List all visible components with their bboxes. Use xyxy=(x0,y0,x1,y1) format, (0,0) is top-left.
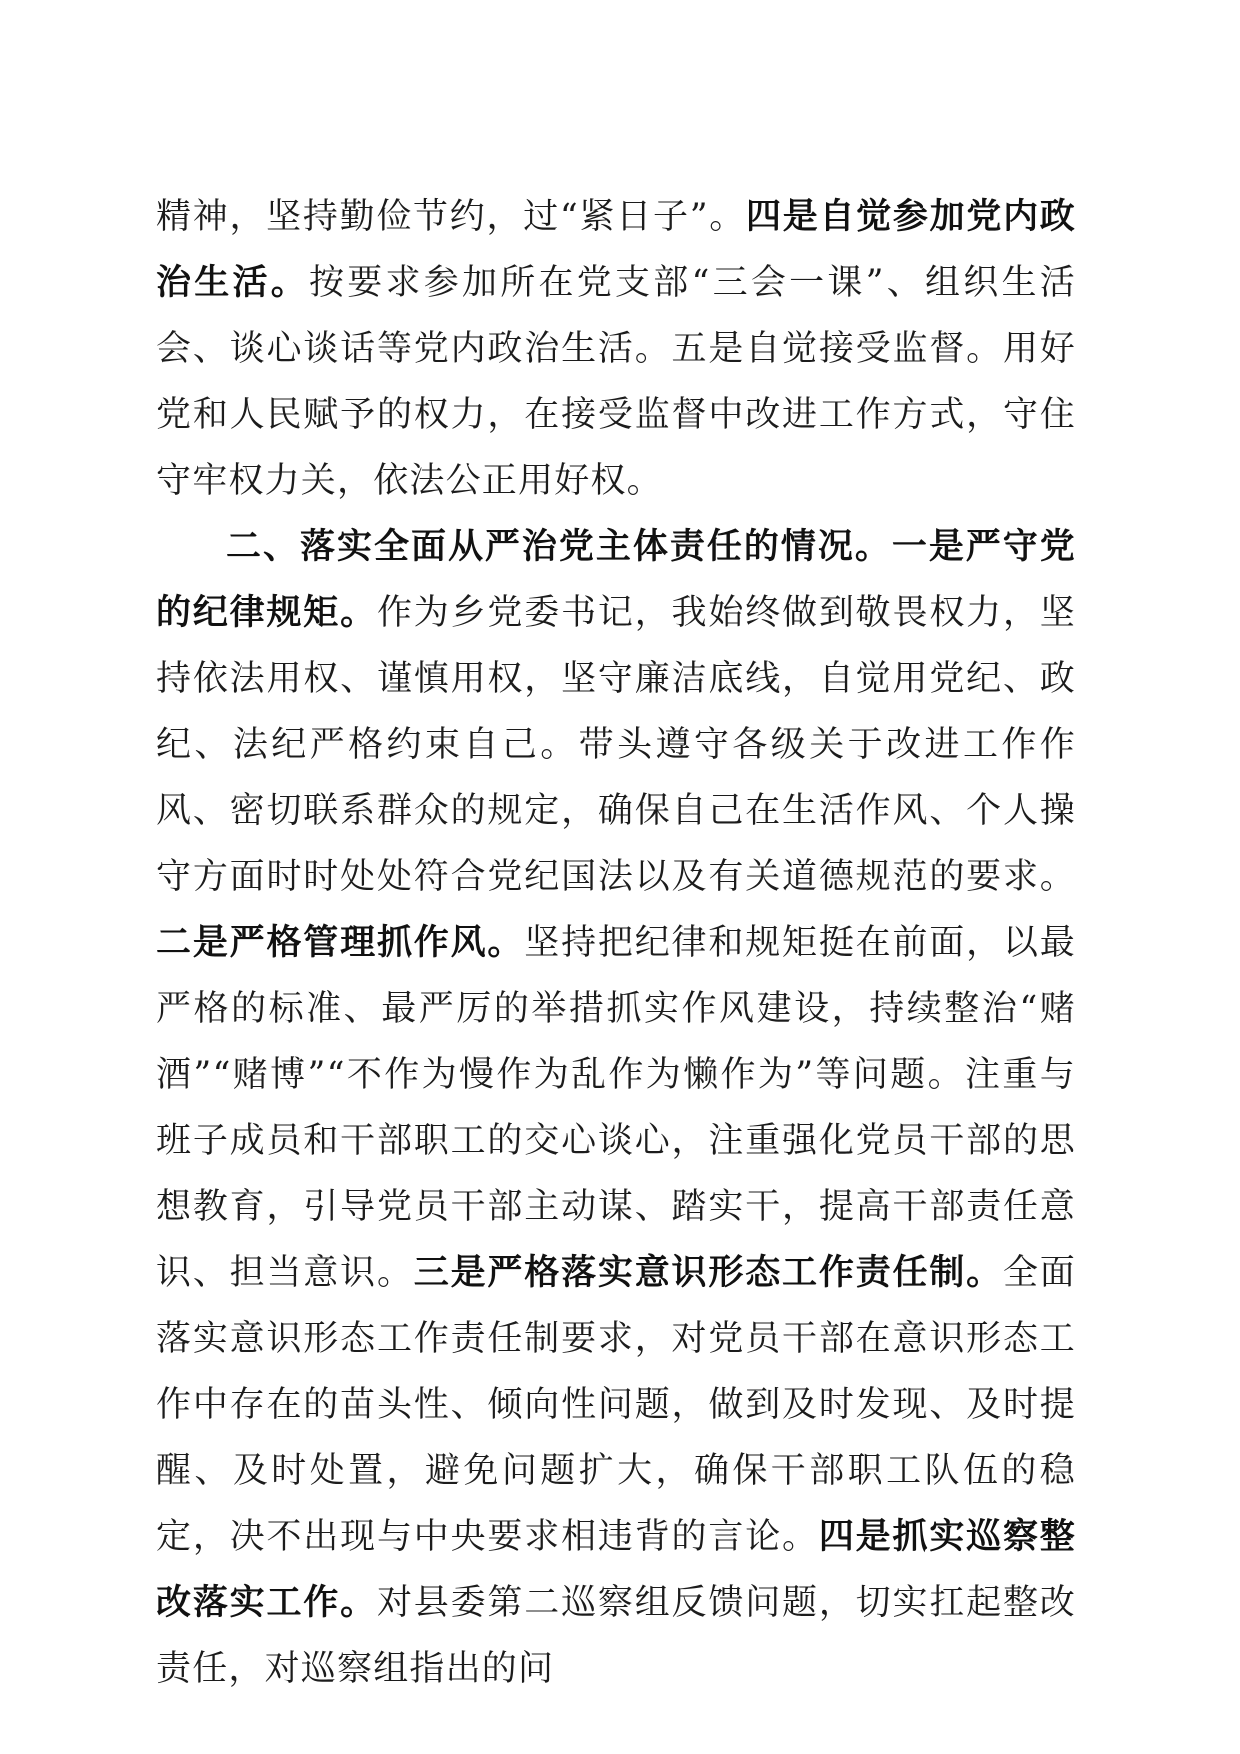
text-run: 对县委第二巡察组反馈问题，切实扛起整改责任，对巡察组指出的问 xyxy=(156,1583,1076,1689)
bold-text-run: 二是严格管理抓作风。 xyxy=(156,922,525,963)
bold-text-run: 四是抓实巡察整改落实工作。 xyxy=(156,1516,1076,1623)
text-run: 作为乡党委书记，我始终做到敬畏权力，坚持依法用权、谨慎用权，坚守廉洁底线，自觉用党纪、政纪、法纪严格约束自己。带头遵守各级关于改进工作作风、密切联系群众的规定，确保自己在生活作风、个人操守方面时时处处符合党纪国法以及有关道德规范的要求。 xyxy=(156,593,1076,897)
body-text xyxy=(156,184,1076,1702)
bold-text-run: 三是严格落实意识形态工作责任制。 xyxy=(413,1252,1003,1293)
paragraph-continuation xyxy=(156,184,1076,514)
text-run: 全面落实意识形态工作责任制要求，对党员干部在意识形态工作中存在的苗头性、倾向性问题，做到及时发现、及时提醒、及时处置，避免问题扩大，确保干部职工队伍的稳定，决不出现与中央要求相违背的言论。 xyxy=(156,1253,1077,1557)
section-heading-run: 二、落实全面从严治党主体责任的情况。一是严守党的纪律规矩。 xyxy=(156,526,1076,633)
text-run: 按要求参加所在党支部“三会一课”、组织生活会、谈心谈话等党内政治生活。五是自觉接受监督。用好党和人民赋予的权力，在接受监督中改进工作方式，守住守牢权力关，依法公正用好权。 xyxy=(156,263,1076,501)
paragraph-section-two xyxy=(156,514,1076,1702)
text-run: 精神，坚持勤俭节约，过“紧日子”。 xyxy=(156,197,747,237)
bold-text-run: 四是自觉参加党内政治生活。 xyxy=(156,196,1076,303)
text-run: 坚持把纪律和规矩挺在前面，以最严格的标准、最严厉的举措抓实作风建设，持续整治“赌酒”“赌博”“不作为慢作为乱作为懒作为”等问题。注重与班子成员和干部职工的交心谈心，注重强化党员干部的思想教育，引导党员干部主动谋、踏实干，提高干部责任意识、担当意识。 xyxy=(156,923,1076,1293)
